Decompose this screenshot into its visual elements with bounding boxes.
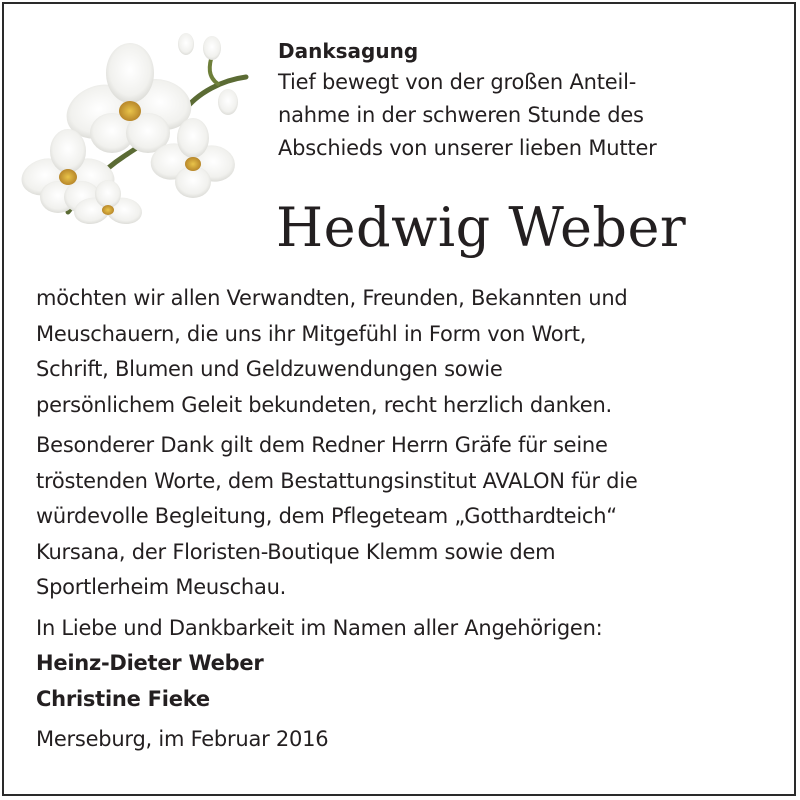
- paragraph1-line: Meuschauern, die uns ihr Mitgefühl in Form von Wort,: [36, 321, 587, 346]
- paragraph2-line: Sportlerheim Meuschau.: [36, 575, 287, 599]
- paragraph1-line: Schrift, Blumen und Geldzuwendungen sowie: [36, 357, 503, 381]
- paragraph2-line: Besonderer Dank gilt dem Redner Herrn Gräfe für seine: [36, 433, 608, 457]
- header-block: [278, 36, 778, 165]
- intro-line: nahme in der schweren Stunde des: [278, 103, 644, 127]
- intro-line: Tief bewegt von der großen Anteil-: [278, 70, 637, 94]
- closing-line: In Liebe und Dankbarkeit im Namen aller Angehörigen:: [36, 615, 603, 640]
- paragraph2-line: tröstenden Worte, dem Bestattungsinstitut AVALON für die: [36, 468, 638, 493]
- paragraph2-line: würdevolle Begleitung, dem Pflegeteam „Gotthardteich“: [36, 504, 617, 528]
- body-text: [36, 281, 776, 758]
- orchid-illustration: [8, 22, 253, 232]
- paragraph2-line: Kursana, der Floristen-Boutique Klemm sowie dem: [36, 539, 556, 564]
- place-date: Merseburg, im Februar 2016: [36, 727, 329, 751]
- intro-line: Abschieds von unserer lieben Mutter: [278, 136, 657, 160]
- paragraph1-line: persönlichem Geleit bekundeten, recht herzlich danken.: [36, 392, 612, 417]
- paragraph1-line: möchten wir allen Verwandten, Freunden, Bekannten und: [36, 286, 628, 310]
- signatory-name: Christine Fieke: [36, 686, 210, 711]
- deceased-name: Hedwig Weber: [276, 196, 687, 259]
- notice-heading: Danksagung: [278, 39, 419, 63]
- signatory-name: Heinz-Dieter Weber: [36, 651, 264, 675]
